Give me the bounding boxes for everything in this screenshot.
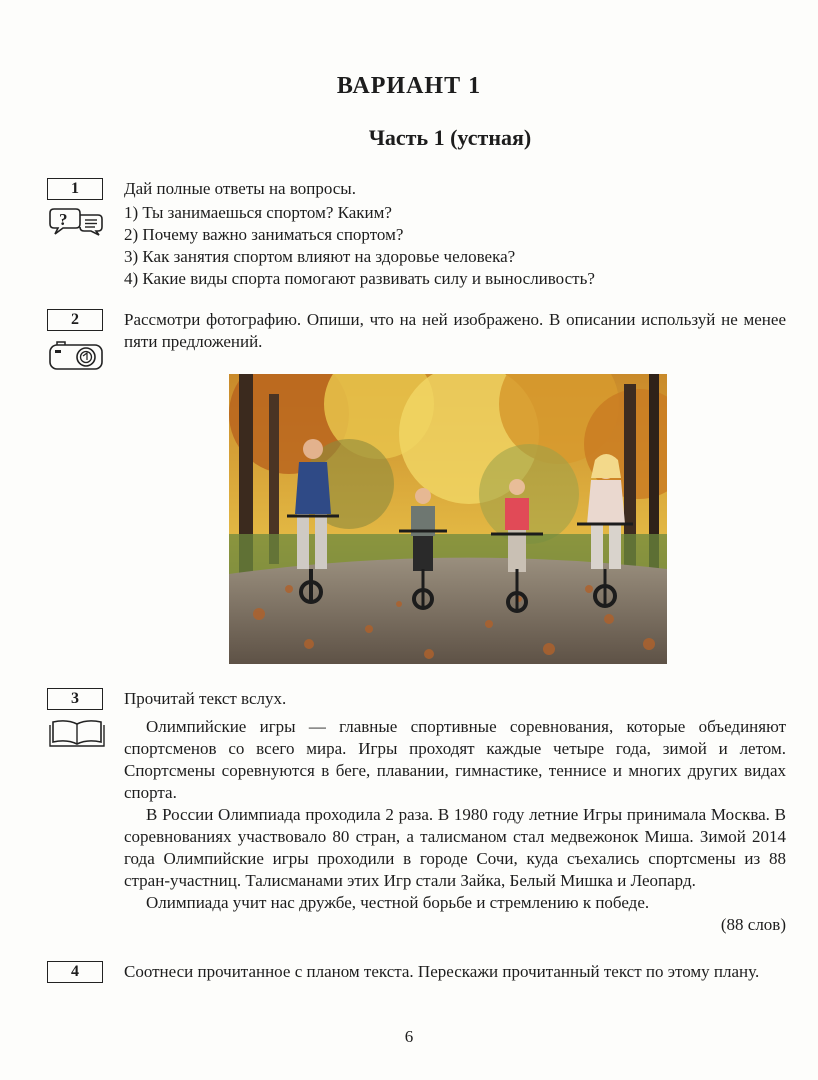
task-number-box: 3 xyxy=(47,688,103,710)
task-3 xyxy=(47,688,786,958)
question-item: 3) Как занятия спортом влияют на здоровье человека? xyxy=(124,247,516,266)
task-instruction: Соотнеси прочитанное с планом текста. Перескажи прочитанный текст по этому плану. xyxy=(124,962,760,981)
open-book-icon xyxy=(49,718,105,753)
task-instruction: Рассмотри фотографию. Опиши, что на ней изображено. В описании используй не менее пяти предложений. xyxy=(124,310,786,351)
task-number-box: 4 xyxy=(47,961,103,983)
part-title: Часть 1 (устная) xyxy=(368,125,532,150)
task-number-box: 2 xyxy=(47,309,103,331)
question-item: 4) Какие виды спорта помогают развивать силу и выносливость? xyxy=(124,269,595,288)
task-number-box: 1 xyxy=(47,178,103,200)
camera-icon xyxy=(49,339,105,376)
text-paragraph: Олимпийские игры — главные спортивные соревнования, которые объединяют спортсменов со всего мира. Игры проходят каждые четыре года, зимой и летом. Спортсмены соревнуются в беге, плавании, гимнастике, теннисе и многих других видах спорта. xyxy=(124,717,786,802)
task-1 xyxy=(47,178,786,298)
page-number: 6 xyxy=(404,1027,414,1046)
text-paragraph: В России Олимпиада проходила 2 раза. В 1980 году летние Игры принимала Москва. В соревнованиях участвовало 80 стран, а талисманом стал медвежонок Миша. Зимой 2014 года Олимпийские игры проходили в городе Сочи, куда съехались спортсмены из 88 стран-участниц. Талисманами этих Игр стали Зайка, Белый Мишка и Леопард. xyxy=(124,805,786,890)
question-item: 2) Почему важно заниматься спортом? xyxy=(124,225,404,244)
variant-title: ВАРИАНТ 1 xyxy=(336,73,482,99)
text-paragraph: Олимпиада учит нас дружбе, честной борьбе и стремлению к победе. xyxy=(146,893,650,912)
task-2 xyxy=(47,309,786,369)
task-instruction: Прочитай текст вслух. xyxy=(124,689,287,708)
task-instruction: Дай полные ответы на вопросы. xyxy=(124,179,356,198)
family-cycling-photo xyxy=(229,374,667,664)
question-item: 1) Ты занимаешься спортом? Каким? xyxy=(124,203,392,222)
svg-text:?: ? xyxy=(59,210,68,229)
word-count: (88 слов) xyxy=(720,915,786,934)
task-4 xyxy=(47,961,786,1011)
speech-bubbles-icon xyxy=(49,206,105,241)
